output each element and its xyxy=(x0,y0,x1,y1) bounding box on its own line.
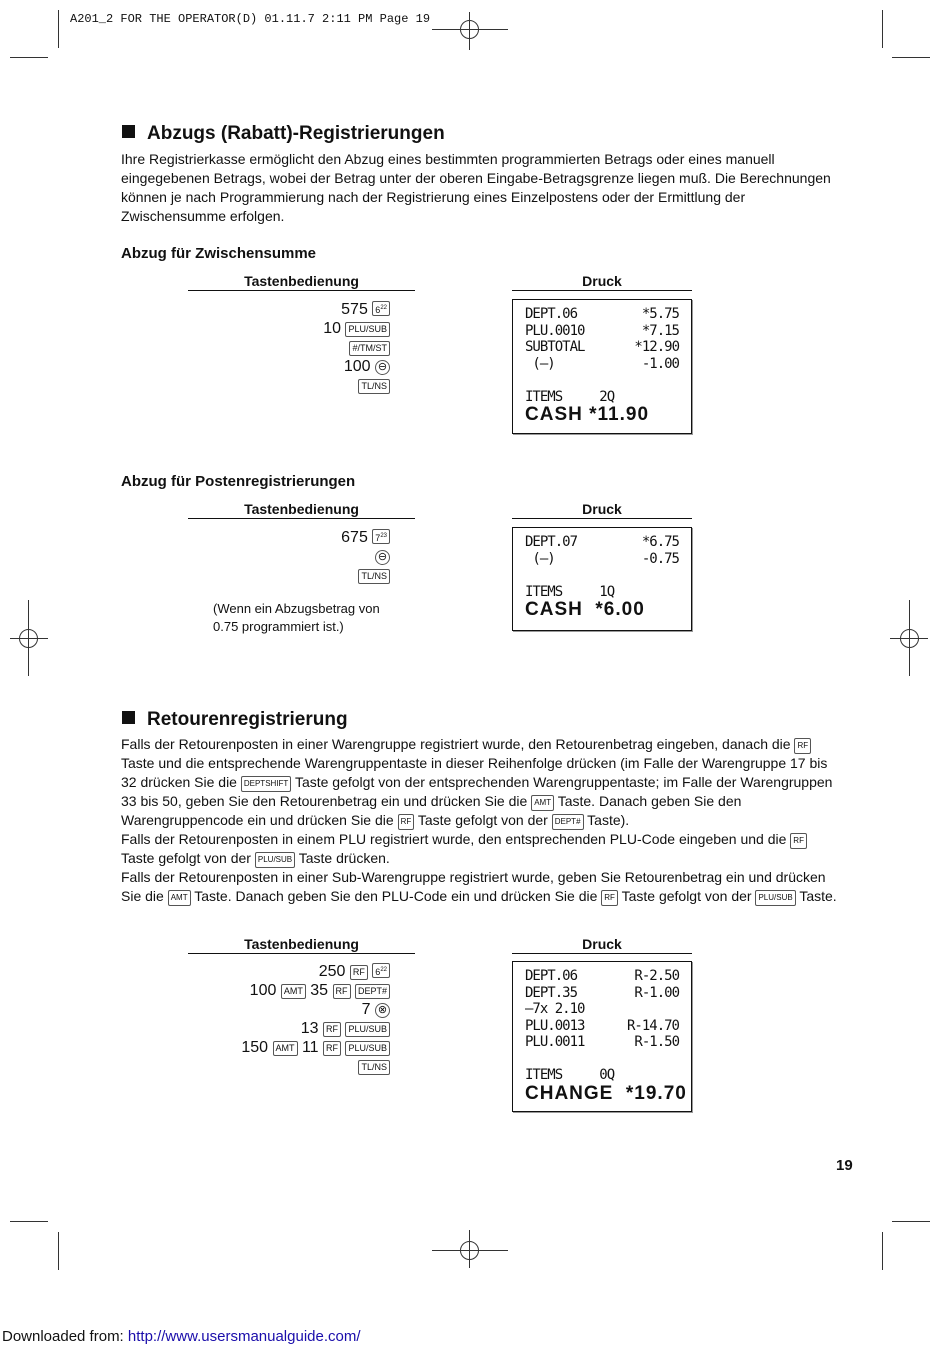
text-segment: 575 xyxy=(341,301,368,318)
key-deptshift: DEPTSHIFT xyxy=(241,776,291,792)
receipt-line xyxy=(525,534,679,551)
key-rf: RF xyxy=(350,965,368,980)
key-sequence-step xyxy=(180,1000,390,1019)
refund-text xyxy=(121,735,841,906)
key-sequence-step xyxy=(180,566,390,585)
receipt-label: DEPT.06 xyxy=(525,968,578,984)
text-segment: Taste gefolgt von der xyxy=(414,812,552,828)
receipt-amount: R-14.70 xyxy=(626,1017,679,1034)
receipt-line xyxy=(525,985,679,1002)
receipt-line xyxy=(525,306,679,323)
key-rf: RF xyxy=(790,833,807,849)
text-segment: Falls der Retourenposten in einem PLU registriert wurde, den entsprechenden PLU-Code eingeben und die xyxy=(121,831,791,847)
paragraph xyxy=(121,868,841,906)
receipt-label: SUBTOTAL xyxy=(525,339,585,355)
key-sequence xyxy=(180,300,390,395)
text-segment: Taste gefolgt von der xyxy=(617,888,756,904)
col-print: Druck xyxy=(512,273,692,291)
text-segment: Taste. Danach geben Sie den PLU-Code ein und drücken Sie die xyxy=(190,888,602,904)
key-amt: AMT xyxy=(281,984,306,999)
text-segment: 7 xyxy=(361,1001,371,1018)
key-sequence-step xyxy=(180,547,390,566)
key-rf: RF xyxy=(794,738,811,754)
key-superscript: 22 xyxy=(380,305,387,311)
receipt-amount: *12.90 xyxy=(634,339,679,355)
receipt-line xyxy=(525,551,679,568)
key-6: $6^{22}$ xyxy=(372,963,390,978)
receipt-line xyxy=(525,1001,679,1018)
receipt-line xyxy=(525,1051,679,1068)
receipt-label: (—) xyxy=(525,355,555,372)
subheading-item: Abzug für Postenregistrierungen xyxy=(121,473,356,490)
receipt-label: DEPT.35 xyxy=(525,984,578,1001)
receipt-line xyxy=(525,567,679,584)
key-plu-sub: PLU/SUB xyxy=(755,890,795,906)
text-segment: Falls der Retourenposten in einer Warengruppe registriert wurde, den Retourenbetrag eingeben, danach die xyxy=(121,736,795,752)
paragraph xyxy=(121,735,841,830)
key-superscript: 23 xyxy=(380,533,387,539)
footer xyxy=(2,1328,361,1345)
receipt-line xyxy=(525,1067,679,1084)
receipt-label: (—) xyxy=(525,550,555,567)
text-segment: 13 xyxy=(300,1020,319,1037)
key-plu-sub: PLU/SUB xyxy=(255,852,295,868)
receipt-amount: R-1.50 xyxy=(634,1034,679,1050)
receipt-line xyxy=(525,968,679,985)
receipt-amount: *7.15 xyxy=(641,322,679,339)
receipt-label: ITEMS 1Q xyxy=(525,583,615,600)
receipt-line xyxy=(525,389,679,406)
receipt-line xyxy=(525,584,679,601)
receipt-label: PLU.0013 xyxy=(525,1017,585,1034)
note: (Wenn ein Abzugsbetrag von 0.75 programmiert ist.) xyxy=(213,601,380,634)
receipt-label: CHANGE *19.70 xyxy=(525,1082,687,1104)
key-amt: AMT xyxy=(273,1041,298,1056)
key--tm-st: #/TM/ST xyxy=(349,341,390,356)
section-title-discount xyxy=(122,123,445,145)
key--: ⊖ xyxy=(375,360,390,375)
key-rf: RF xyxy=(333,984,351,999)
text-segment: 100 xyxy=(249,982,277,999)
key-superscript: 22 xyxy=(380,967,387,973)
receipt-amount: R-1.00 xyxy=(634,984,679,1001)
receipt xyxy=(512,299,692,434)
text-segment: 100 xyxy=(343,358,371,375)
receipt-label: CASH *11.90 xyxy=(525,404,650,425)
title-text: Abzugs (Rabatt)-Registrierungen xyxy=(147,123,445,144)
key-sequence-step xyxy=(180,319,390,338)
receipt-line xyxy=(525,1018,679,1035)
text-segment: Taste). xyxy=(583,812,630,828)
key-amt: AMT xyxy=(168,890,191,906)
receipt-line xyxy=(525,356,679,373)
key-tl-ns: TL/NS xyxy=(358,1060,390,1075)
key-rf: RF xyxy=(398,814,415,830)
print-header: A201_2 FOR THE OPERATOR(D) 01.11.7 2:11 PM Page 19 xyxy=(70,12,431,26)
key--: ⊖ xyxy=(375,550,390,565)
col-keys: Tastenbedienung xyxy=(188,273,415,291)
receipt-label xyxy=(525,1051,532,1068)
text-segment: 10 xyxy=(323,320,342,337)
text-segment: 11 xyxy=(301,1039,319,1056)
receipt-label: PLU.0010 xyxy=(525,322,585,339)
receipt-label xyxy=(525,372,532,389)
key-sequence xyxy=(180,528,390,585)
key-plu-sub: PLU/SUB xyxy=(345,1022,390,1037)
footer-label: Downloaded from: xyxy=(2,1328,128,1345)
receipt-line xyxy=(525,339,679,356)
text-segment: Taste. xyxy=(795,888,837,904)
paragraph xyxy=(121,830,841,868)
key-6: $6^{22}$ xyxy=(372,301,390,316)
page-number: 19 xyxy=(836,1157,853,1174)
discount-intro: Ihre Registrierkasse ermöglicht den Abzug eines bestimmten programmierten Betrags oder eines manuell eingegebenen Betrags, wobei der Betrag unter der oberen Eingabe-Betragsgrenze liegen muß. Die Berechnungen können je nach Programmierung nach der Registrierung eines Einzelpostens oder der Ermittlung der Zwischensumme erfolgen. xyxy=(121,151,831,224)
key-sequence-step xyxy=(180,1019,390,1038)
key-rf: RF xyxy=(601,890,618,906)
receipt-label: PLU.0011 xyxy=(525,1034,585,1050)
key-rf: RF xyxy=(323,1022,341,1037)
receipt-label: —7x 2.10 xyxy=(525,1001,585,1017)
key-dept-: DEPT# xyxy=(552,814,584,830)
receipt-amount: *6.75 xyxy=(641,534,679,550)
key-plu-sub: PLU/SUB xyxy=(345,1041,390,1056)
title-text: Retourenregistrierung xyxy=(147,709,348,730)
key-7: $7^{23}$ xyxy=(372,529,390,544)
key-sequence-step xyxy=(180,962,390,981)
receipt-label: DEPT.06 xyxy=(525,306,578,322)
receipt-line xyxy=(525,323,679,340)
receipt xyxy=(512,527,692,631)
key-sequence-step xyxy=(180,528,390,547)
text-segment: Taste. Danach geben Sie den Warengruppencode ein und drücken Sie die xyxy=(121,793,742,828)
key-plu-sub: PLU/SUB xyxy=(345,322,390,337)
receipt-amount: -1.00 xyxy=(641,355,679,372)
text-segment: Taste und die entsprechende Warengruppentaste in dieser Reihenfolge drücken (im Falle der Warengruppe 17 bis 32 drücken Sie die xyxy=(121,755,828,790)
text-segment: 250 xyxy=(318,963,346,980)
key-sequence-step xyxy=(180,1038,390,1057)
subheading-subtotal: Abzug für Zwischensumme xyxy=(121,245,317,262)
receipt-line xyxy=(525,600,679,620)
text-segment: Falls der Retourenposten in einer Sub-Warengruppe registriert wurde, geben Sie Retourenbetrag ein und drücken Sie die xyxy=(121,869,826,904)
text-segment: 150 xyxy=(241,1039,269,1056)
key-sequence-step xyxy=(180,376,390,395)
col-print: Druck xyxy=(512,936,692,954)
receipt-amount: R-2.50 xyxy=(634,968,679,984)
receipt-label: DEPT.07 xyxy=(525,534,578,550)
key-sequence-step xyxy=(180,300,390,319)
key-dept-: DEPT# xyxy=(355,984,390,999)
col-keys: Tastenbedienung xyxy=(188,501,415,519)
key-tl-ns: TL/NS xyxy=(358,569,390,584)
receipt xyxy=(512,961,692,1112)
receipt-line xyxy=(525,1034,679,1051)
col-print: Druck xyxy=(512,501,692,519)
section-title-refund xyxy=(122,709,348,731)
key-sequence-step xyxy=(180,357,390,376)
receipt-line xyxy=(525,1082,687,1104)
col-keys: Tastenbedienung xyxy=(188,936,415,954)
receipt-label: ITEMS 2Q xyxy=(525,388,615,405)
text-segment: 675 xyxy=(341,529,368,546)
key-sequence xyxy=(180,962,390,1076)
receipt-line xyxy=(525,405,679,425)
key-sequence-step xyxy=(180,981,390,1000)
key-tl-ns: TL/NS xyxy=(358,379,390,394)
text-segment: Taste gefolgt von der entsprechenden Warengruppentaste; im Falle der Warengruppen 33 bis 50, geben Sie den Retourenbetrag ein und drücken Sie die xyxy=(121,774,833,809)
key-sequence-step xyxy=(180,1057,390,1076)
text-segment: 35 xyxy=(310,982,329,999)
key-rf: RF xyxy=(323,1041,341,1056)
receipt-label: ITEMS 0Q xyxy=(525,1067,615,1083)
receipt-amount: *5.75 xyxy=(641,306,679,322)
receipt-line xyxy=(525,372,679,389)
key-sequence-step xyxy=(180,338,390,357)
text-segment: Taste drücken. xyxy=(295,850,390,866)
receipt-amount: -0.75 xyxy=(641,550,679,567)
receipt-label: CASH *6.00 xyxy=(525,599,645,620)
text-segment: Taste gefolgt von der xyxy=(121,850,255,866)
receipt-label xyxy=(525,567,532,584)
key-amt: AMT xyxy=(531,795,554,811)
source-link[interactable]: http://www.usersmanualguide.com/ xyxy=(127,1328,361,1345)
key--: ⊗ xyxy=(375,1003,390,1018)
